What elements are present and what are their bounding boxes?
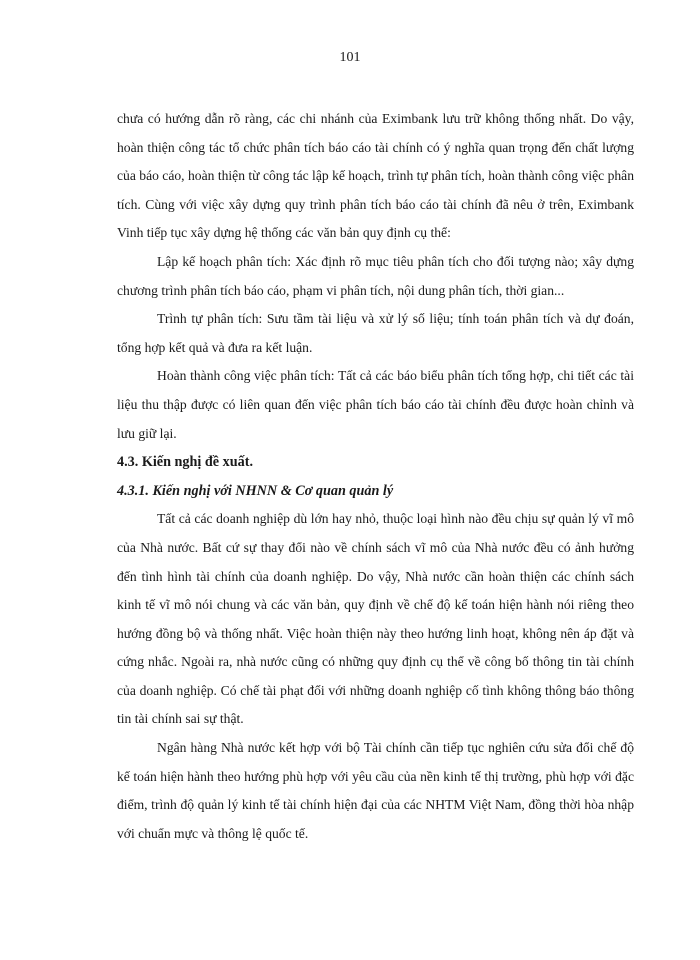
paragraph-planning: Lập kế hoạch phân tích: Xác định rõ mục tiêu phân tích cho đối tượng nào; xây dựng chương trình phân tích báo cáo, phạm vi phân tích, nội dung phân tích, thời gian... [117, 253, 634, 298]
page-number: 101 [339, 50, 361, 65]
paragraph-central-bank: Ngân hàng Nhà nước kết hợp với bộ Tài chính cần tiếp tục nghiên cứu sửa đổi chế độ kế toán hiện hành theo hướng phù hợp với yêu cầu của nền kinh tế thị trường, phù hợp với đặc điểm, trình độ quản lý kinh tế tài chính hiện đại của các NHTM Việt Nam, đồng thời hòa nhập với chuẩn mực và thông lệ quốc tế. [117, 740, 634, 841]
page-body [117, 105, 634, 848]
section-heading-4-3: 4.3. Kiến nghị đề xuất. [117, 454, 253, 471]
paragraph-intro: chưa có hướng dẫn rõ ràng, các chi nhánh của Eximbank lưu trữ không thống nhất. Do vậy, hoàn thiện công tác tổ chức phân tích báo cáo tài chính có ý nghĩa quan trọng đến chất lượng của báo cáo, hoàn thiện từ công tác lập kế hoạch, trình tự phân tích, hoàn thành công việc phân tích. Cùng với việc xây dựng quy trình phân tích báo cáo tài chính đã nêu ở trên, Eximbank Vinh tiếp tục xây dựng hệ thống các văn bản quy định cụ thể: [117, 111, 634, 241]
paragraph-completion: Hoàn thành công việc phân tích: Tất cả các báo biểu phân tích tổng hợp, chi tiết các tài liệu thu thập được có liên quan đến việc phân tích báo cáo tài chính đều được hoàn chỉnh và lưu giữ lại. [117, 368, 634, 441]
paragraph-procedure: Trình tự phân tích: Sưu tầm tài liệu và xử lý số liệu; tính toán phân tích và dự đoán, tổng hợp kết quả và đưa ra kết luận. [117, 311, 634, 355]
subsection-heading-4-3-1: 4.3.1. Kiến nghị với NHNN & Cơ quan quản lý [117, 482, 394, 499]
paragraph-state-management: Tất cả các doanh nghiệp dù lớn hay nhỏ, thuộc loại hình nào đều chịu sự quản lý vĩ mô của Nhà nước. Bất cứ sự thay đổi nào về chính sách vĩ mô của Nhà nước đều có ảnh hưởng đến tình hình tài chính của doanh nghiệp. Do vậy, Nhà nước cần hoàn thiện các chính sách kinh tế vĩ mô nói chung và các văn bản, quy định về chế độ kế toán hiện hành nói riêng theo hướng đồng bộ và thống nhất. Việc hoàn thiện này theo hướng linh hoạt, không nên áp đặt và cứng nhắc. Ngoài ra, nhà nước cũng có những quy định cụ thể về công bố thông tin tài chính của doanh nghiệp. Có chế tài phạt đối với những doanh nghiệp cố tình không thông báo thông tin tài chính sai sự thật. [117, 511, 634, 727]
